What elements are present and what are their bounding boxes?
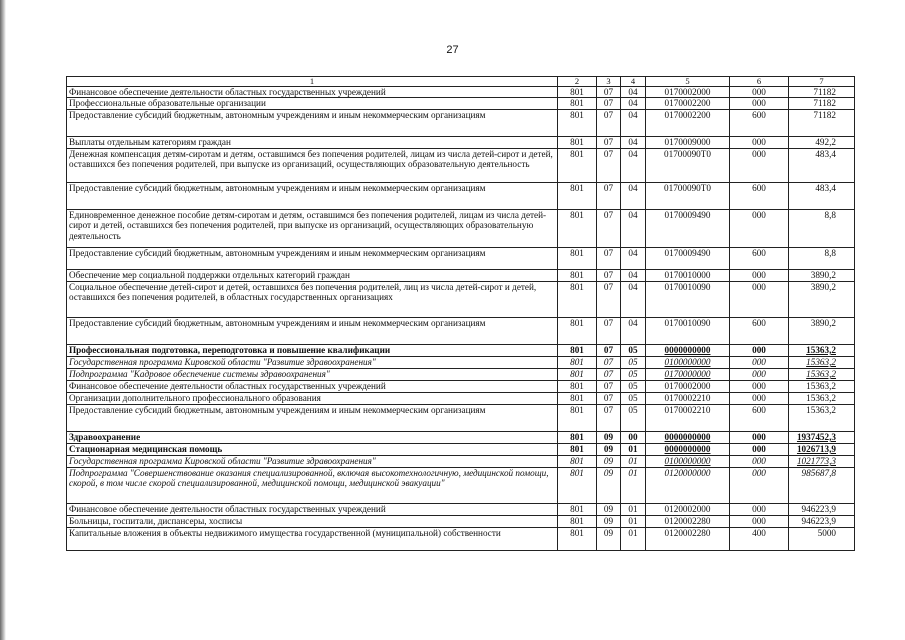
amount-cell: 8,8 [789, 247, 855, 269]
subsection-code-cell: 04 [621, 87, 646, 98]
ministry-code-cell: 801 [558, 503, 597, 515]
item-name-cell: Предоставление субсидий бюджетным, автономным учреждениям и иным некоммерческим организациям [67, 182, 558, 209]
amount-cell: 5000 [789, 527, 855, 550]
table-row [67, 431, 855, 443]
ministry-code-cell: 801 [558, 148, 597, 182]
table-row [67, 87, 855, 98]
column-header: 7 [789, 77, 855, 87]
target-article-cell: 0170010090 [646, 281, 730, 317]
item-name-cell: Денежная компенсация детям-сиротам и детям, оставшимся без попечения родителей, лицам из числа детей-сирот и детей, оставшихся без попечения родителей, при выпуске из организаций, осуществляющих образовательную деятельность [67, 148, 558, 182]
amount-cell: 483,4 [789, 148, 855, 182]
section-code-cell: 07 [597, 344, 621, 356]
item-name-cell: Финансовое обеспечение деятельности областных государственных учреждений [67, 380, 558, 392]
item-name-cell: Стационарная медицинская помощь [67, 443, 558, 455]
subsection-code-cell: 01 [621, 455, 646, 467]
column-header: 6 [730, 77, 789, 87]
table-row [67, 247, 855, 269]
expense-type-cell: 000 [730, 344, 789, 356]
expense-type-cell: 000 [730, 269, 789, 281]
subsection-code-cell: 04 [621, 247, 646, 269]
section-code-cell: 07 [597, 404, 621, 431]
amount-cell: 946223,9 [789, 515, 855, 527]
section-code-cell: 07 [597, 281, 621, 317]
table-row [67, 344, 855, 356]
item-name-cell: Предоставление субсидий бюджетным, автономным учреждениям и иным некоммерческим организациям [67, 317, 558, 344]
subsection-code-cell: 05 [621, 380, 646, 392]
amount-cell: 1937452,3 [789, 431, 855, 443]
target-article-cell: 0170010090 [646, 317, 730, 344]
amount-cell: 946223,9 [789, 503, 855, 515]
table-row [67, 136, 855, 148]
target-article-cell: 0170002210 [646, 392, 730, 404]
section-code-cell: 09 [597, 527, 621, 550]
subsection-code-cell: 04 [621, 109, 646, 136]
ministry-code-cell: 801 [558, 182, 597, 209]
item-name-cell: Предоставление субсидий бюджетным, автономным учреждениям и иным некоммерческим организациям [67, 247, 558, 269]
column-header: 2 [558, 77, 597, 87]
ministry-code-cell: 801 [558, 380, 597, 392]
section-code-cell: 07 [597, 148, 621, 182]
table-row [67, 356, 855, 368]
table-row [67, 380, 855, 392]
amount-cell: 71182 [789, 109, 855, 136]
amount-cell: 71182 [789, 98, 855, 109]
table-row [67, 404, 855, 431]
section-code-cell: 09 [597, 503, 621, 515]
target-article-cell: 0170002200 [646, 98, 730, 109]
table-row [67, 209, 855, 247]
amount-cell: 15363,2 [789, 368, 855, 380]
subsection-code-cell: 04 [621, 317, 646, 344]
table-row [67, 467, 855, 503]
section-code-cell: 09 [597, 467, 621, 503]
budget-table [66, 76, 855, 551]
subsection-code-cell: 04 [621, 148, 646, 182]
expense-type-cell: 600 [730, 109, 789, 136]
amount-cell: 8,8 [789, 209, 855, 247]
subsection-code-cell: 00 [621, 431, 646, 443]
table-row [67, 269, 855, 281]
table-row [67, 392, 855, 404]
target-article-cell: 01700090Т0 [646, 148, 730, 182]
subsection-code-cell: 04 [621, 281, 646, 317]
amount-cell: 15363,2 [789, 404, 855, 431]
subsection-code-cell: 04 [621, 98, 646, 109]
table-row [67, 182, 855, 209]
item-name-cell: Обеспечение мер социальной поддержки отдельных категорий граждан [67, 269, 558, 281]
table-row [67, 109, 855, 136]
expense-type-cell: 000 [730, 136, 789, 148]
table-row [67, 281, 855, 317]
amount-cell: 71182 [789, 87, 855, 98]
item-name-cell: Предоставление субсидий бюджетным, автономным учреждениям и иным некоммерческим организациям [67, 404, 558, 431]
expense-type-cell: 600 [730, 182, 789, 209]
item-name-cell: Финансовое обеспечение деятельности областных государственных учреждений [67, 87, 558, 98]
section-code-cell: 07 [597, 136, 621, 148]
section-code-cell: 07 [597, 98, 621, 109]
item-name-cell: Государственная программа Кировской области "Развитие здравоохранения" [67, 356, 558, 368]
expense-type-cell: 600 [730, 317, 789, 344]
expense-type-cell: 000 [730, 515, 789, 527]
section-code-cell: 07 [597, 368, 621, 380]
section-code-cell: 07 [597, 182, 621, 209]
section-code-cell: 07 [597, 356, 621, 368]
section-code-cell: 09 [597, 431, 621, 443]
target-article-cell: 0000000000 [646, 431, 730, 443]
column-header: 4 [621, 77, 646, 87]
expense-type-cell: 000 [730, 356, 789, 368]
ministry-code-cell: 801 [558, 98, 597, 109]
expense-type-cell: 000 [730, 392, 789, 404]
amount-cell: 985687,8 [789, 467, 855, 503]
expense-type-cell: 000 [730, 431, 789, 443]
section-code-cell: 09 [597, 443, 621, 455]
ministry-code-cell: 801 [558, 317, 597, 344]
header-row [67, 77, 855, 87]
expense-type-cell: 000 [730, 455, 789, 467]
page-edge-shadow [0, 0, 6, 640]
target-article-cell: 0170009490 [646, 247, 730, 269]
section-code-cell: 07 [597, 317, 621, 344]
expense-type-cell: 000 [730, 87, 789, 98]
ministry-code-cell: 801 [558, 356, 597, 368]
table-row [67, 515, 855, 527]
subsection-code-cell: 01 [621, 467, 646, 503]
expense-type-cell: 600 [730, 404, 789, 431]
amount-cell: 15363,2 [789, 392, 855, 404]
target-article-cell: 0170010000 [646, 269, 730, 281]
ministry-code-cell: 801 [558, 368, 597, 380]
amount-cell: 15363,2 [789, 344, 855, 356]
amount-cell: 1026713,9 [789, 443, 855, 455]
subsection-code-cell: 01 [621, 443, 646, 455]
subsection-code-cell: 01 [621, 503, 646, 515]
amount-cell: 3890,2 [789, 281, 855, 317]
ministry-code-cell: 801 [558, 431, 597, 443]
subsection-code-cell: 05 [621, 344, 646, 356]
section-code-cell: 07 [597, 380, 621, 392]
item-name-cell: Профессиональные образовательные организации [67, 98, 558, 109]
amount-cell: 483,4 [789, 182, 855, 209]
expense-type-cell: 000 [730, 148, 789, 182]
target-article-cell: 0170009490 [646, 209, 730, 247]
section-code-cell: 07 [597, 87, 621, 98]
target-article-cell: 0170002200 [646, 109, 730, 136]
table-row [67, 527, 855, 550]
item-name-cell: Профессиональная подготовка, переподготовка и повышение квалификации [67, 344, 558, 356]
expense-type-cell: 000 [730, 467, 789, 503]
expense-type-cell: 400 [730, 527, 789, 550]
item-name-cell: Капитальные вложения в объекты недвижимого имущества государственной (муниципальной) собственности [67, 527, 558, 550]
ministry-code-cell: 801 [558, 515, 597, 527]
table-row [67, 148, 855, 182]
section-code-cell: 07 [597, 392, 621, 404]
expense-type-cell: 000 [730, 98, 789, 109]
ministry-code-cell: 801 [558, 136, 597, 148]
target-article-cell: 0000000000 [646, 443, 730, 455]
target-article-cell: 0170009000 [646, 136, 730, 148]
column-header: 5 [646, 77, 730, 87]
subsection-code-cell: 04 [621, 136, 646, 148]
target-article-cell: 0000000000 [646, 344, 730, 356]
ministry-code-cell: 801 [558, 209, 597, 247]
ministry-code-cell: 801 [558, 109, 597, 136]
amount-cell: 492,2 [789, 136, 855, 148]
amount-cell: 3890,2 [789, 317, 855, 344]
item-name-cell: Подпрограмма "Совершенствование оказания специализированной, включая высокотехнологичную, медицинской помощи, скорой, в том числе скорой специализированной, медицинской помощи, медицинской эвакуации" [67, 467, 558, 503]
subsection-code-cell: 04 [621, 209, 646, 247]
ministry-code-cell: 801 [558, 87, 597, 98]
subsection-code-cell: 05 [621, 404, 646, 431]
table-row [67, 317, 855, 344]
ministry-code-cell: 801 [558, 247, 597, 269]
ministry-code-cell: 801 [558, 404, 597, 431]
expense-type-cell: 000 [730, 443, 789, 455]
expense-type-cell: 000 [730, 503, 789, 515]
ministry-code-cell: 801 [558, 527, 597, 550]
item-name-cell: Выплаты отдельным категориям граждан [67, 136, 558, 148]
ministry-code-cell: 801 [558, 344, 597, 356]
target-article-cell: 0120002280 [646, 527, 730, 550]
item-name-cell: Единовременное денежное пособие детям-сиротам и детям, оставшимся без попечения родителей, лицам из числа детей-сирот и детей, оставшихся без попечения родителей, при выпуске из организаций, осуществляющих образовательную деятельность [67, 209, 558, 247]
target-article-cell: 0170002210 [646, 404, 730, 431]
table-row [67, 443, 855, 455]
item-name-cell: Предоставление субсидий бюджетным, автономным учреждениям и иным некоммерческим организациям [67, 109, 558, 136]
expense-type-cell: 000 [730, 380, 789, 392]
section-code-cell: 07 [597, 247, 621, 269]
target-article-cell: 0120002000 [646, 503, 730, 515]
subsection-code-cell: 05 [621, 392, 646, 404]
column-header: 1 [67, 77, 558, 87]
target-article-cell: 0170002000 [646, 380, 730, 392]
subsection-code-cell: 01 [621, 527, 646, 550]
target-article-cell: 0100000000 [646, 356, 730, 368]
table-body [67, 87, 855, 551]
target-article-cell: 01700090Т0 [646, 182, 730, 209]
target-article-cell: 0100000000 [646, 455, 730, 467]
table-row [67, 503, 855, 515]
target-article-cell: 0120002280 [646, 515, 730, 527]
page-number: 27 [446, 44, 459, 56]
subsection-code-cell: 01 [621, 515, 646, 527]
amount-cell: 1021773,3 [789, 455, 855, 467]
ministry-code-cell: 801 [558, 281, 597, 317]
section-code-cell: 07 [597, 109, 621, 136]
column-header: 3 [597, 77, 621, 87]
section-code-cell: 07 [597, 209, 621, 247]
item-name-cell: Финансовое обеспечение деятельности областных государственных учреждений [67, 503, 558, 515]
expense-type-cell: 000 [730, 281, 789, 317]
subsection-code-cell: 05 [621, 368, 646, 380]
expense-type-cell: 000 [730, 368, 789, 380]
ministry-code-cell: 801 [558, 269, 597, 281]
subsection-code-cell: 04 [621, 182, 646, 209]
section-code-cell: 07 [597, 269, 621, 281]
item-name-cell: Государственная программа Кировской области "Развитие здравоохранения" [67, 455, 558, 467]
table-row [67, 368, 855, 380]
expense-type-cell: 000 [730, 209, 789, 247]
table-row [67, 98, 855, 109]
target-article-cell: 0120000000 [646, 467, 730, 503]
ministry-code-cell: 801 [558, 467, 597, 503]
item-name-cell: Здравоохранение [67, 431, 558, 443]
table-row [67, 455, 855, 467]
section-code-cell: 09 [597, 455, 621, 467]
target-article-cell: 0170002000 [646, 87, 730, 98]
target-article-cell: 0170000000 [646, 368, 730, 380]
item-name-cell: Больницы, госпитали, диспансеры, хосписы [67, 515, 558, 527]
ministry-code-cell: 801 [558, 455, 597, 467]
ministry-code-cell: 801 [558, 443, 597, 455]
subsection-code-cell: 05 [621, 356, 646, 368]
expense-type-cell: 600 [730, 247, 789, 269]
section-code-cell: 09 [597, 515, 621, 527]
subsection-code-cell: 04 [621, 269, 646, 281]
item-name-cell: Подпрограмма "Кадровое обеспечение системы здравоохранения" [67, 368, 558, 380]
amount-cell: 15363,2 [789, 380, 855, 392]
item-name-cell: Организации дополнительного профессионального образования [67, 392, 558, 404]
amount-cell: 3890,2 [789, 269, 855, 281]
ministry-code-cell: 801 [558, 392, 597, 404]
item-name-cell: Социальное обеспечение детей-сирот и детей, оставшихся без попечения родителей, лиц из числа детей-сирот и детей, оставшихся без попечения родителей, в областных государственных организациях [67, 281, 558, 317]
amount-cell: 15363,2 [789, 356, 855, 368]
